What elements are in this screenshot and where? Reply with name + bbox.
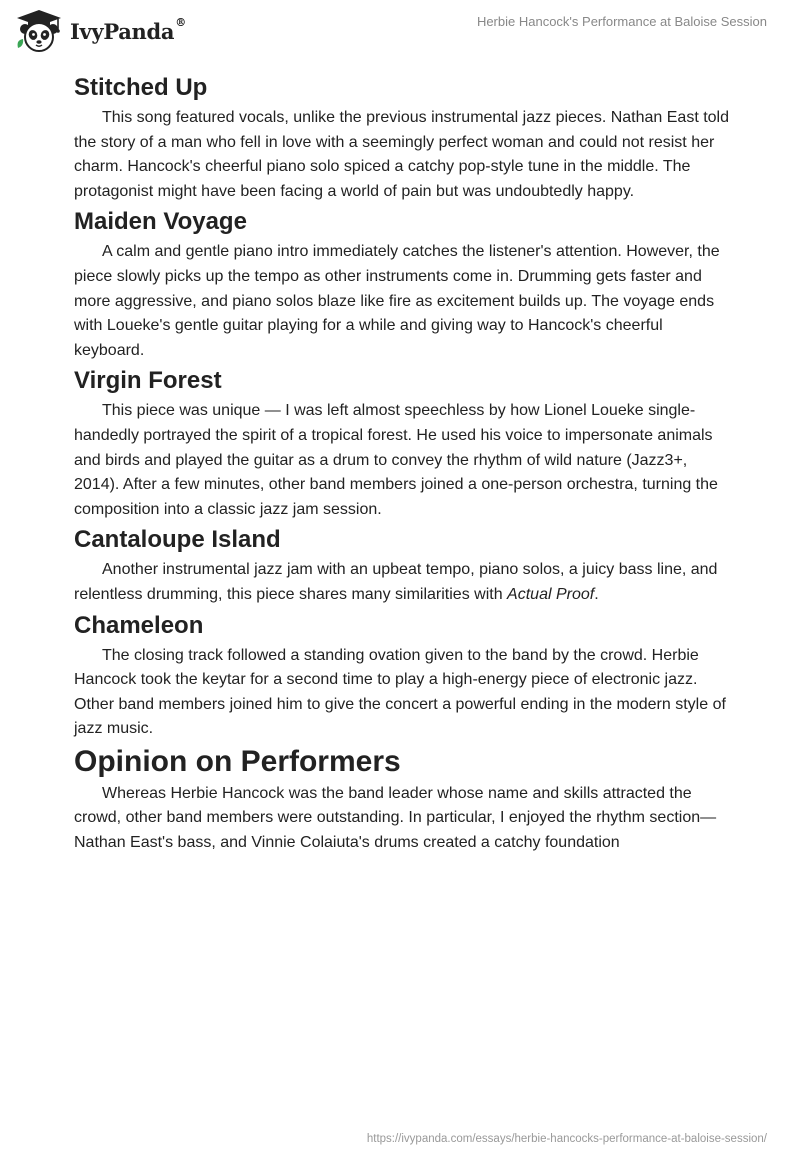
section-paragraph: This piece was unique — I was left almost speechless by how Lionel Loueke single-handedly portrayed the spirit of a tropical forest. He used his voice to impersonate animals and birds and played the guitar as a drum to convey the rhythm of wild nature (Jazz3+, 2014). After a few minutes, other band members joined a one-person orchestra, turning the composition into a classic jazz jam session.	[74, 402, 718, 518]
main-heading: Opinion on Performers	[74, 744, 401, 778]
section-paragraph	[74, 558, 730, 607]
ivypanda-logo[interactable]	[14, 8, 186, 54]
section-heading: Stitched Up	[74, 74, 208, 101]
essay-content	[74, 70, 730, 856]
section-heading: Maiden Voyage	[74, 208, 247, 236]
paragraph-text: .	[594, 585, 599, 603]
section-paragraph: The closing track followed a standing ovation given to the band by the crowd. Herbie Hancock took the keytar for a second time to play a high-energy piece of electronic jazz. Other band members joined him to give the concert a powerful ending in the modern style of jazz music.	[74, 646, 726, 738]
panda-graduate-icon	[14, 8, 64, 54]
section-heading: Chameleon	[74, 611, 204, 639]
section-heading: Virgin Forest	[74, 367, 222, 395]
section-heading: Cantaloupe Island	[74, 526, 281, 554]
page-header	[0, 0, 800, 60]
running-title: Herbie Hancock's Performance at Baloise Session	[476, 14, 767, 29]
source-url[interactable]: https://ivypanda.com/essays/herbie-hancocks-performance-at-baloise-session/	[366, 1133, 767, 1145]
paragraph-text: Another instrumental jazz jam with an upbeat tempo, piano solos, a juicy bass line, and relentless drumming, this piece shares many similarities with	[74, 561, 718, 603]
section-paragraph: Whereas Herbie Hancock was the band leader whose name and skills attracted the crowd, other band members were outstanding. In particular, I enjoyed the rhythm section—Nathan East's bass, and Vinnie Colaiuta's drums created a catchy foundation	[74, 784, 717, 852]
section-paragraph: This song featured vocals, unlike the previous instrumental jazz pieces. Nathan East told the story of a man who fell in love with a seemingly perfect woman and could not resist her charm. Hancock's cheerful piano solo spiced a catchy pop-style tune in the middle. The protagonist might have been facing a world of pain but was undoubtedly happy.	[74, 109, 729, 200]
section-paragraph: A calm and gentle piano intro immediately catches the listener's attention. However, the piece slowly picks up the tempo as other instruments come in. Drumming gets faster and more aggressive, and piano solos blaze like fire as excitement builds up. The voyage ends with Loueke's gentle guitar playing for a while and giving way to Hancock's cheerful keyboard.	[74, 243, 720, 359]
italic-title: Actual Proof	[507, 585, 595, 603]
logo-wordmark: IvyPanda®	[70, 15, 186, 44]
